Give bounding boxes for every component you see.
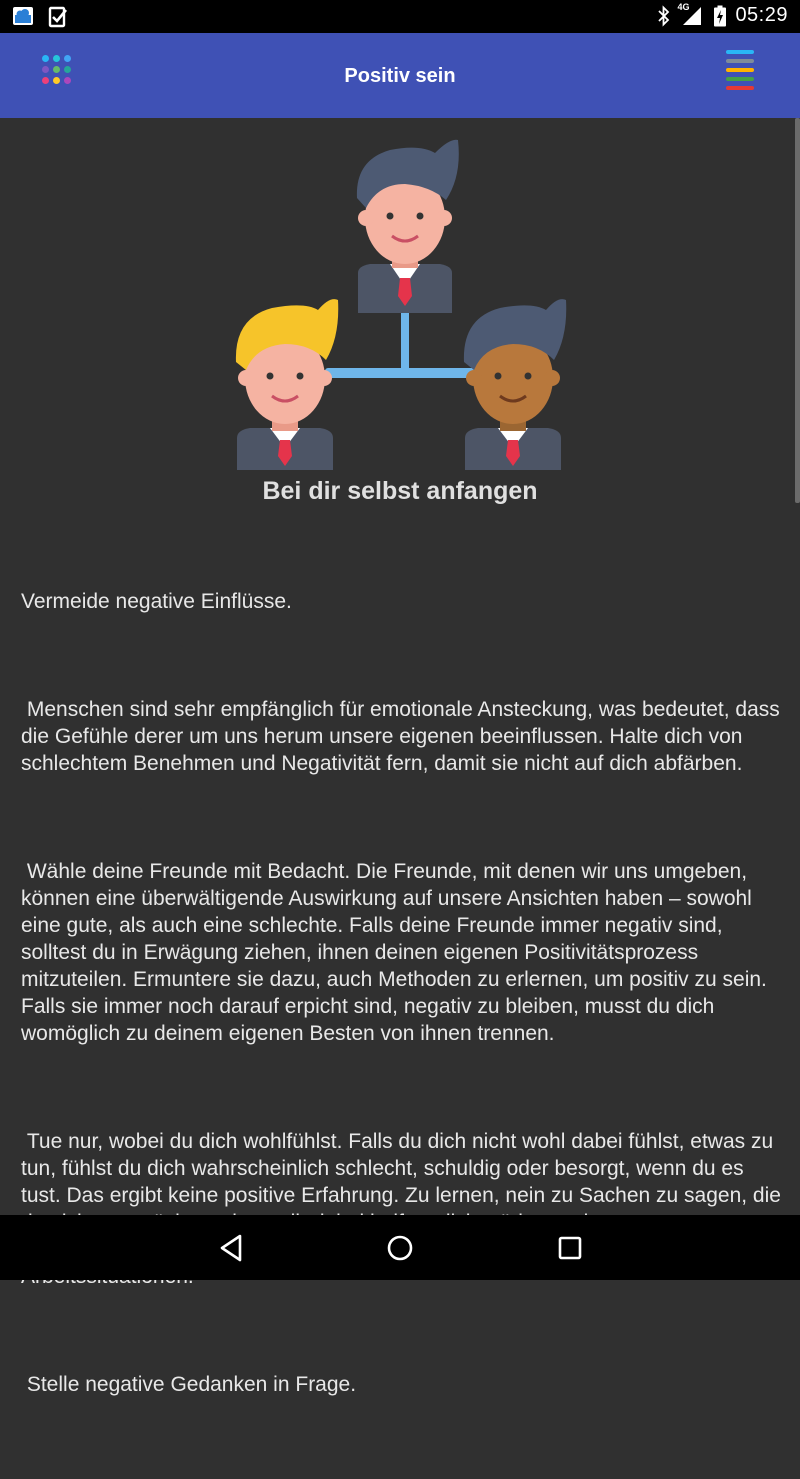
paragraph: Stelle negative Gedanken in Frage. (21, 1373, 357, 1396)
app-title: Positiv sein (344, 65, 456, 87)
network-type: 4G (677, 1, 690, 12)
navigation-bar (0, 1215, 800, 1280)
paragraph: Tue nur, wobei du dich wohlfühlst. Falls du dich nicht wohl dabei fühlst, etwas zu tun, fühlst du dich wahrscheinlich schlecht, schuldig oder besorgt, wenn du es tust. Das ergibt keine positive Erfahrung. Zu lernen, nein zu Sachen zu sagen, die (21, 1130, 781, 1207)
status-bar (0, 0, 800, 33)
bluetooth-icon (657, 5, 671, 27)
paragraph: Wähle deine Freunde mit Bedacht. Die Freunde, mit denen wir uns umgeben, können eine überwältigende Auswirkung auf unsere Ansichten haben – sowohl eine gute, als auch eine schlechte. Falls deine Freunde immer negativ sind, solltest du in Erwägung ziehen, ihnen deinen eigenen Positivitätsprozess mitzuteilen. Ermuntere sie dazu, auch Methoden zu erlernen, um positiv zu sein. Falls sie immer noch darauf erpicht sind, negativ zu bleiben, musst du dich womöglich zu deinem eigenen Besten von ihnen trennen. (21, 860, 773, 1045)
checklist-icon (48, 6, 68, 28)
recents-icon[interactable] (553, 1231, 587, 1265)
app-bar (0, 33, 800, 118)
clock: 05:29 (735, 4, 788, 26)
section-title: Bei dir selbst anfangen (262, 477, 538, 505)
home-icon[interactable] (383, 1231, 417, 1265)
scrollbar[interactable] (795, 118, 800, 503)
paragraph: Vermeide negative Einflüsse. (21, 590, 292, 613)
signal-icon (677, 1, 705, 27)
cloud-app-icon (12, 6, 34, 26)
back-icon[interactable] (214, 1231, 248, 1265)
article-body (21, 534, 786, 1479)
paragraph: Menschen sind sehr empfänglich für emotionale Ansteckung, was bedeutet, dass die Gefühle derer um uns herum unsere eigenen beeinflussen. Halte dich von schlechtem Benehmen und Negativität fern, damit sie nicht auf dich abfärben. (21, 698, 786, 775)
colored-menu-icon[interactable] (726, 50, 756, 92)
article-content[interactable] (0, 118, 800, 1396)
three-people-network-illustration (220, 138, 580, 478)
battery-charging-icon (713, 5, 727, 27)
